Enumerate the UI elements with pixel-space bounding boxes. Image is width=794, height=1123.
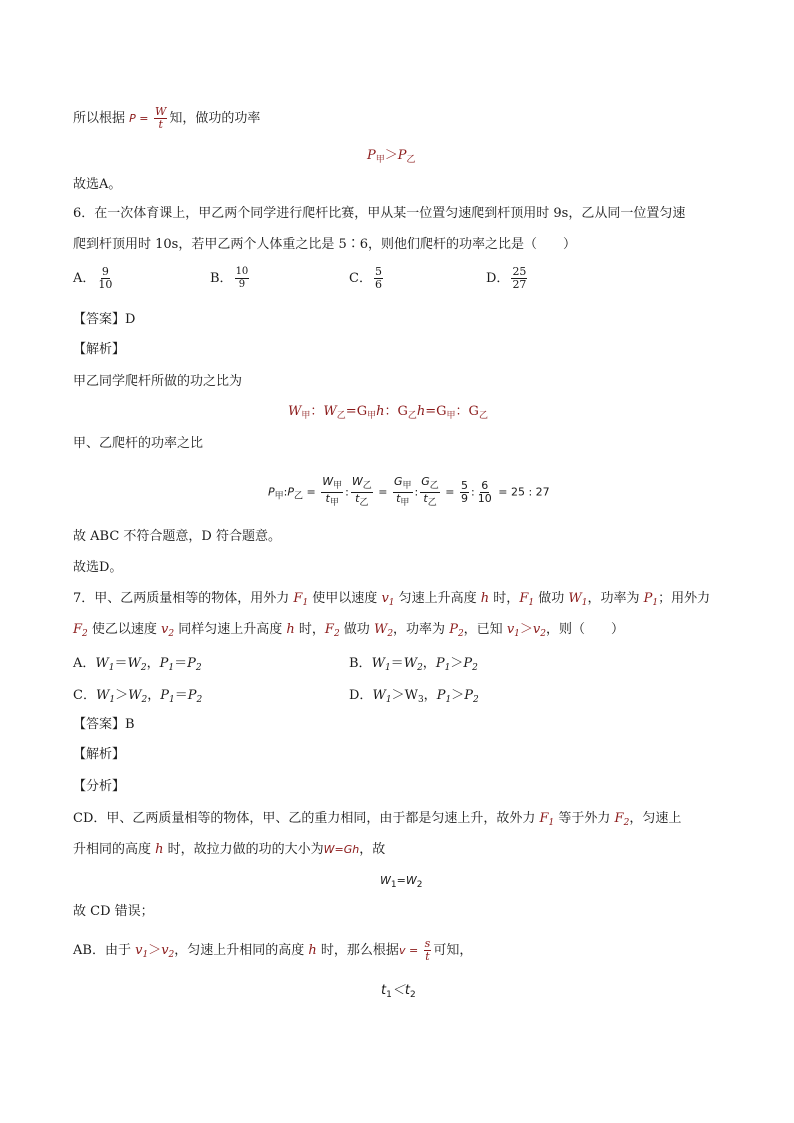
q7-cd-wrong: 故 CD 错误；: [73, 904, 154, 919]
q6-work-ratio-equation: $W_甲$：$W_乙=G_甲h$：$G_乙h=G_甲$：$G_乙$: [288, 404, 488, 421]
q6-conclusion1: 故 ABC 不符合题意，D 符合题意。: [73, 529, 281, 544]
q7-option-a: A．$W_1=W_2$，$P_1=P_2$: [73, 656, 202, 673]
fraction-w-over-t: $\frac{W}{t}$: [155, 105, 167, 131]
q6-conclusion2: 故选D。: [73, 560, 123, 575]
q6-option-c: C． $\frac{5}{6}$: [349, 265, 382, 291]
q6-analysis-heading: 【解析】: [73, 342, 126, 357]
choice-a-line: 故选A。: [73, 177, 122, 192]
line-power-formula: 所以根据 P = $\frac{W}{t}$ 知，做功的功率: [73, 105, 261, 131]
q7-cd-line1: CD．甲、乙两质量相等的物体，甲、乙的重力相同，由于都是匀速上升，故外力 $F_1$ 等于外力 $F_2$，匀速上: [73, 811, 682, 828]
q6-line2: 爬到杆顶用时 10s，若甲乙两个人体重之比是 5∶6，则他们爬杆的功率之比是（ ）: [73, 237, 577, 252]
q7-work-equal: $W_1=W_2$: [380, 874, 423, 890]
q6-work-ratio-text: 甲乙同学爬杆所做的功之比为: [73, 374, 243, 389]
q6-line1: 6．在一次体育课上，甲乙两个同学进行爬杆比赛，甲从某一位置匀速爬到杆顶用时 9s，乙从同一位置匀速: [73, 206, 686, 221]
q7-time-compare: $t_1<t_2$: [381, 983, 416, 1000]
q7-cd-line2: 升相同的高度 h 时，故拉力做的功的大小为W=Gh，故: [73, 842, 386, 857]
q7-option-c: C．$W_1>W_2$，$P_1=P_2$: [73, 688, 203, 705]
q6-option-a: A． $\frac{9}{10}$: [73, 265, 113, 291]
q7-fenxi-heading: 【分析】: [73, 779, 126, 794]
q6-power-ratio-text: 甲、乙爬杆的功率之比: [73, 436, 204, 451]
q6-option-b: B． $\frac{10}{9}$: [210, 266, 249, 290]
q7-option-b: B．$W_1=W_2$，$P_1>P_2$: [349, 656, 478, 673]
q7-analysis-heading: 【解析】: [73, 747, 126, 762]
q6-power-ratio-equation: $P_甲:P_乙$ = $\frac{W_甲}{t_甲}$ : $\frac{W_乙}{t_乙}$ = $\frac{G_甲}{t_甲}$ : $\frac{G_乙}{t_乙}$ = $\frac{5}{9}$ : $\frac{6}{10}$ = 25 : 27: [268, 475, 550, 508]
q7-answer: 【答案】B: [73, 717, 135, 732]
q7-line2: $F_2$ 使乙以速度 $v_2$ 同样匀速上升高度 h 时，$F_2$ 做功 $W_2$，功率为 $P_2$，已知 $v_1>v_2$，则（ ）: [73, 622, 625, 639]
q7-line1: 7．甲、乙两质量相等的物体，用外力 $F_1$ 使甲以速度 $v_1$ 匀速上升高度 h 时，$F_1$ 做功 $W_1$，功率为 $P_1$；用外力: [73, 591, 711, 608]
q7-ab-line: AB．由于 $v_1>v_2$，匀速上升相同的高度 h 时，那么根据v = $\frac{s}{t}$ 可知，: [73, 937, 473, 963]
q7-option-d: D．$W_1>W_3$，$P_1>P_2$: [349, 688, 479, 705]
q6-answer: 【答案】D: [73, 312, 136, 327]
power-comparison: $P_甲>P_乙$: [367, 148, 416, 165]
q6-option-d: D． $\frac{25}{27}$: [486, 265, 527, 291]
